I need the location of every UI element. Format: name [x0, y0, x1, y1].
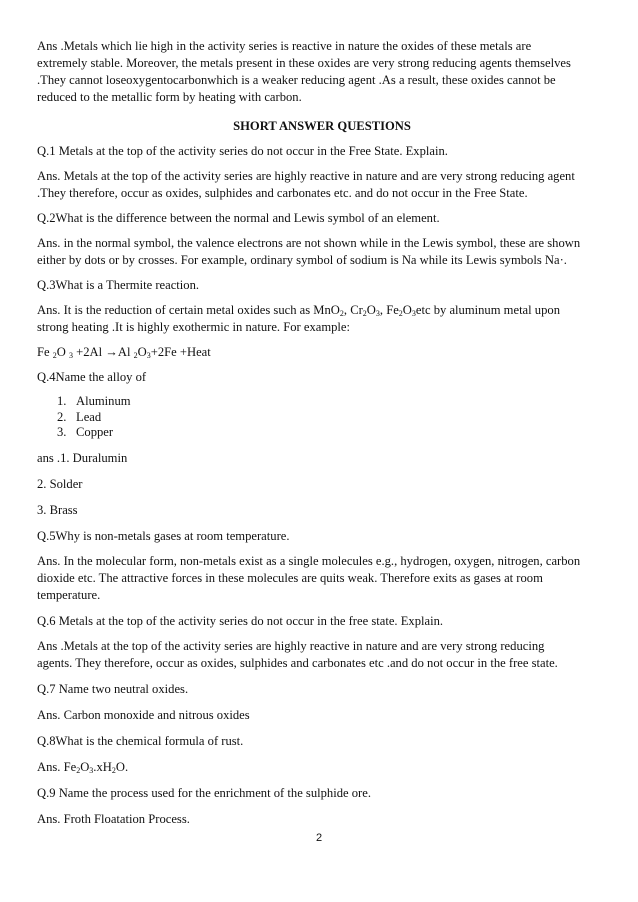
- answer-line: Ans .Metals at the top of the activity series are highly reactive in nature and are very strong reducing: [37, 638, 545, 653]
- intro-answer: [37, 38, 607, 106]
- page-content: [37, 38, 607, 828]
- answer-line: either by dots or by crosses. For example, ordinary symbol of sodium is Na while its Lewis symbols Na·.: [37, 253, 567, 267]
- answer-text: O: [402, 303, 412, 317]
- subscript: 3: [69, 351, 73, 360]
- answer-text: Ans. It is the reduction of certain metal oxides such as MnO: [37, 303, 340, 317]
- equation-text: Fe: [37, 345, 53, 359]
- question-3: Q.3What is a Thermite reaction.: [37, 278, 200, 292]
- question-7: Q.7 Name two neutral oxides.: [37, 681, 189, 696]
- subscript: 2: [339, 309, 344, 318]
- question-5: Q.5Why is non-metals gases at room temperature.: [37, 528, 290, 543]
- answer-4-line: ans .1. Duralumin: [37, 450, 128, 465]
- answer-4-line: 2. Solder: [37, 476, 83, 491]
- answer-line: Ans. In the molecular form, non-metals exist as a single molecules e.g., hydrogen, oxygen, nitrogen, carbon: [37, 553, 581, 568]
- question-4: Q.4Name the alloy of: [37, 370, 147, 384]
- answer-6: [37, 638, 607, 672]
- equation-text: O: [56, 345, 69, 359]
- subscript: 2: [111, 765, 116, 775]
- subscript: 2: [398, 309, 403, 318]
- answer-text: etc by aluminum metal upon: [415, 303, 560, 317]
- answer-line: Ans. in the normal symbol, the valence electrons are not shown while in the Lewis symbol, these are shown: [37, 236, 581, 250]
- question-1: Q.1 Metals at the top of the activity series do not occur in the Free State. Explain.: [37, 144, 448, 158]
- subscript: 3: [89, 765, 94, 775]
- intro-line: extremely stable. Moreover, the metals present in these oxides are very strong reducing agents themselves: [37, 56, 571, 70]
- answer-3: [37, 302, 607, 336]
- answer-line: agents. They therefore, occur as oxides, sulphides and carbonates etc .and do not occur in the free state.: [37, 655, 558, 670]
- answer-line: .They therefore, occur as oxides, sulphides and carbonates etc. and do not occur in the Free State.: [37, 186, 528, 200]
- alloy-list: [37, 394, 607, 441]
- intro-line: reduced to the metallic form by heating with carbon.: [37, 90, 302, 104]
- answer-text: O: [80, 759, 90, 774]
- answer-5: [37, 553, 607, 604]
- subscript: 3: [375, 309, 380, 318]
- subscript: 2: [362, 309, 367, 318]
- list-item: [37, 425, 607, 441]
- equation-text: O: [137, 345, 147, 359]
- answer-text: .xH: [93, 759, 112, 774]
- answer-line: [37, 302, 607, 319]
- answer-text: Ans. Fe: [37, 759, 77, 774]
- answer-2: [37, 235, 607, 269]
- equation-text: +2Fe +Heat: [150, 345, 211, 359]
- equation-text: +2Al →Al: [73, 345, 134, 359]
- intro-line: .They cannot loseoxygentocarbonwhich is a weaker reducing agent .As a result, these oxides cannot be: [37, 73, 556, 87]
- subscript: 3: [146, 351, 151, 360]
- answer-line: dioxide etc. The attractive forces in these molecules are quits weak. Therefore exits as gases at room: [37, 570, 543, 585]
- page-number: 2: [315, 832, 323, 844]
- list-text: Lead: [76, 409, 102, 424]
- thermite-equation: [37, 344, 607, 361]
- question-6: Q.6 Metals at the top of the activity series do not occur in the free state. Explain.: [37, 613, 444, 628]
- answer-text: , Cr: [343, 303, 363, 317]
- answer-line: temperature.: [37, 587, 101, 602]
- answer-line: Ans. Metals at the top of the activity series are highly reactive in nature and are very strong reducing agent: [37, 169, 575, 183]
- section-heading: SHORT ANSWER QUESTIONS: [233, 119, 411, 133]
- answer-9: Ans. Froth Floatation Process.: [37, 811, 190, 826]
- intro-line: Ans .Metals which lie high in the activity series is reactive in nature the oxides of these metals are: [37, 39, 532, 53]
- subscript: 2: [52, 351, 57, 360]
- answer-1: [37, 168, 607, 202]
- answer-text: , Fe: [379, 303, 399, 317]
- list-text: Aluminum: [76, 394, 131, 408]
- answer-8: [37, 759, 607, 776]
- answer-line: strong heating .It is highly exothermic in nature. For example:: [37, 320, 351, 334]
- answer-7: Ans. Carbon monoxide and nitrous oxides: [37, 707, 250, 722]
- question-2: Q.2What is the difference between the normal and Lewis symbol of an element.: [37, 211, 440, 225]
- list-number: 2.: [57, 409, 67, 424]
- list-number: 1.: [57, 394, 67, 408]
- answer-text: O: [366, 303, 376, 317]
- list-text: Copper: [76, 425, 114, 439]
- question-8: Q.8What is the chemical formula of rust.: [37, 733, 244, 748]
- subscript: 2: [133, 351, 138, 360]
- list-number: 3.: [57, 425, 67, 439]
- answer-text: O.: [115, 759, 129, 774]
- question-9: Q.9 Name the process used for the enrichment of the sulphide ore.: [37, 785, 371, 800]
- answer-4-line: 3. Brass: [37, 502, 78, 517]
- subscript: 2: [76, 765, 81, 775]
- list-item: [37, 394, 607, 410]
- list-item: [37, 410, 607, 426]
- subscript: 3: [411, 309, 416, 318]
